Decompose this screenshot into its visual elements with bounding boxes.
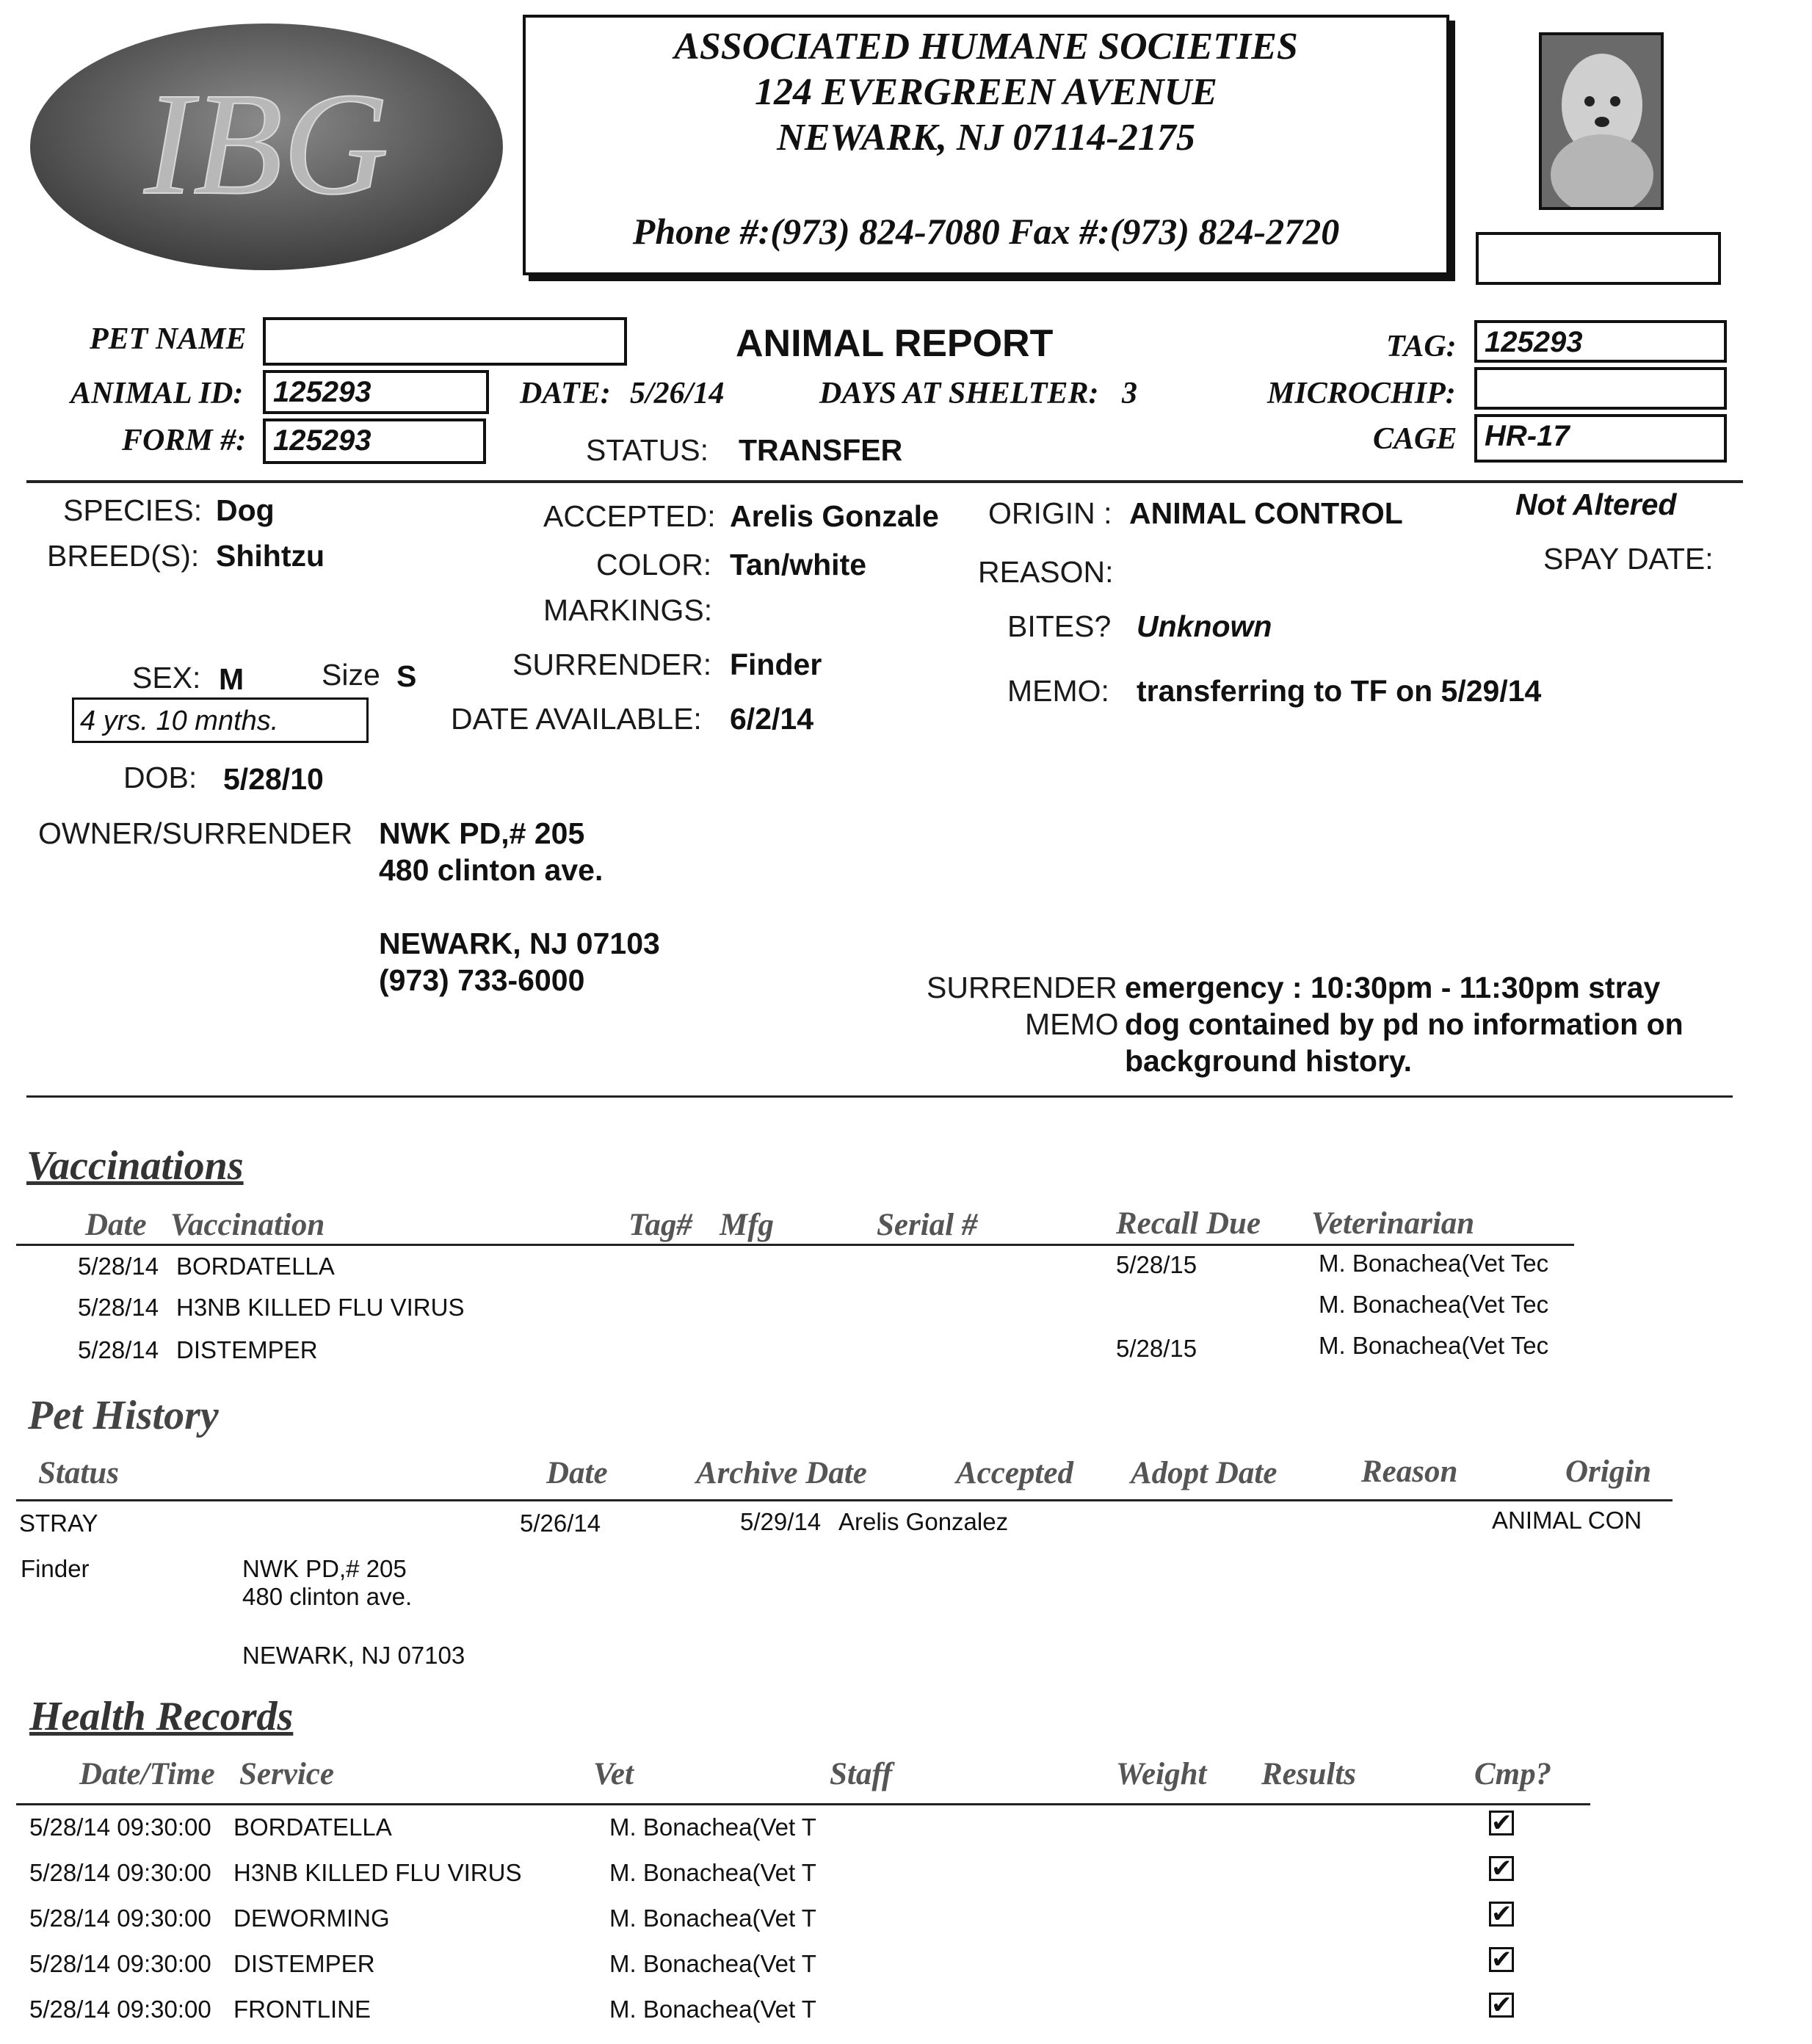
hist-row-archive: 5/29/14 <box>740 1508 822 1535</box>
days-at-shelter-value: 3 <box>1122 377 1137 410</box>
status-value: TRANSFER <box>739 433 903 467</box>
sex-label: SEX: <box>132 661 201 695</box>
pet-name-field[interactable] <box>263 317 627 366</box>
health-records-title: Health Records <box>29 1694 294 1739</box>
species-value: Dog <box>216 493 275 527</box>
photo-caption-box <box>1476 232 1721 285</box>
health-row-2-complete-checkbox[interactable]: ✔ <box>1489 1856 1514 1881</box>
date-value: 5/26/14 <box>630 377 725 410</box>
org-address-2: NEWARK, NJ 07114-2175 <box>777 117 1195 159</box>
health-col-service: Service <box>239 1757 334 1791</box>
vacc-header-rule <box>16 1244 1574 1246</box>
vacc-col-vet: Veterinarian <box>1311 1206 1475 1241</box>
org-address-1: 124 EVERGREEN AVENUE <box>755 71 1217 113</box>
accepted-value: Arelis Gonzale <box>730 499 939 533</box>
size-value: S <box>396 659 417 693</box>
health-row-4-datetime: 5/28/14 09:30:00 <box>29 1950 211 1977</box>
vacc-row-1-recall: 5/28/15 <box>1116 1251 1197 1278</box>
color-value: Tan/white <box>730 548 867 581</box>
surrender-value: Finder <box>730 648 822 681</box>
hist-finder-line-1: NWK PD,# 205 <box>242 1555 407 1582</box>
markings-label: MARKINGS: <box>543 593 713 627</box>
vacc-col-tag: Tag# <box>628 1208 692 1242</box>
health-row-1-complete-checkbox[interactable]: ✔ <box>1489 1811 1514 1835</box>
report-title: ANIMAL REPORT <box>736 322 1054 365</box>
health-row-1-vet: M. Bonachea(Vet T <box>609 1813 816 1841</box>
hist-col-origin: Origin <box>1565 1454 1652 1489</box>
health-row-2-vet: M. Bonachea(Vet T <box>609 1859 816 1886</box>
health-col-weight: Weight <box>1116 1757 1207 1791</box>
breed-label: BREED(S): <box>47 539 200 573</box>
hist-finder-line-2: 480 clinton ave. <box>242 1583 413 1610</box>
hist-col-date: Date <box>546 1456 608 1490</box>
vacc-row-1-vaccination: BORDATELLA <box>176 1253 335 1280</box>
vacc-col-vaccination: Vaccination <box>170 1208 325 1242</box>
color-label: COLOR: <box>596 548 712 581</box>
divider-top <box>26 480 1743 483</box>
hist-col-archive: Archive Date <box>696 1456 867 1490</box>
hist-finder-line-3: NEWARK, NJ 07103 <box>242 1642 465 1669</box>
bites-label: BITES? <box>1007 609 1112 643</box>
health-row-4-vet: M. Bonachea(Vet T <box>609 1950 816 1977</box>
health-col-results: Results <box>1261 1757 1357 1791</box>
vacc-row-2-date: 5/28/14 <box>78 1294 159 1321</box>
vacc-row-3-date: 5/28/14 <box>78 1336 159 1363</box>
vacc-row-1-date: 5/28/14 <box>78 1253 159 1280</box>
surrender-memo-line-2: dog contained by pd no information on <box>1125 1007 1684 1041</box>
health-col-vet: Vet <box>593 1757 634 1791</box>
divider-middle <box>26 1095 1733 1098</box>
health-row-1-service: BORDATELLA <box>233 1813 392 1841</box>
dob-value: 5/28/10 <box>223 762 324 796</box>
dob-label: DOB: <box>123 761 197 794</box>
origin-value: ANIMAL CONTROL <box>1129 496 1403 530</box>
hist-finder-label: Finder <box>21 1555 90 1582</box>
animal-id-value: 125293 <box>273 376 372 408</box>
date-available-label: DATE AVAILABLE: <box>451 702 702 736</box>
vacc-row-1-vet: M. Bonachea(Vet Tec <box>1319 1250 1549 1277</box>
hist-col-status: Status <box>38 1456 119 1490</box>
hist-col-adopt: Adopt Date <box>1131 1456 1278 1490</box>
owner-phone: (973) 733-6000 <box>379 963 585 997</box>
health-col-datetime: Date/Time <box>79 1757 215 1791</box>
form-no-value: 125293 <box>273 424 372 457</box>
age-value: 4 yrs. 10 mnths. <box>80 706 279 736</box>
animal-id-field[interactable] <box>263 370 489 414</box>
vacc-col-mfg: Mfg <box>720 1208 775 1242</box>
form-no-field[interactable] <box>263 418 486 464</box>
surrender-memo-line-1: emergency : 10:30pm - 11:30pm stray <box>1125 971 1661 1004</box>
health-row-4-complete-checkbox[interactable]: ✔ <box>1489 1947 1514 1972</box>
surrender-memo-line-3: background history. <box>1125 1044 1413 1078</box>
date-available-value: 6/2/14 <box>730 702 813 736</box>
pet-history-title: Pet History <box>28 1393 219 1438</box>
memo-value: transferring to TF on 5/29/14 <box>1137 674 1542 708</box>
species-label: SPECIES: <box>63 493 203 527</box>
tag-label: TAG: <box>1386 330 1457 363</box>
hist-row-accepted: Arelis Gonzalez <box>838 1508 1009 1535</box>
logo-text: IBG <box>144 63 389 225</box>
owner-line-1: NWK PD,# 205 <box>379 816 585 850</box>
health-row-3-vet: M. Bonachea(Vet T <box>609 1905 816 1932</box>
health-row-2-datetime: 5/28/14 09:30:00 <box>29 1859 211 1886</box>
tag-value: 125293 <box>1485 326 1583 358</box>
origin-label: ORIGIN : <box>988 496 1112 530</box>
logo-oval-icon <box>28 21 505 274</box>
sex-value: M <box>219 662 244 696</box>
surrender-memo-label-1: SURRENDER <box>927 971 1117 1004</box>
owner-line-3: NEWARK, NJ 07103 <box>379 927 660 960</box>
vacc-row-3-vaccination: DISTEMPER <box>176 1336 318 1363</box>
health-row-3-datetime: 5/28/14 09:30:00 <box>29 1905 211 1932</box>
animal-id-label: ANIMAL ID: <box>70 377 244 410</box>
days-at-shelter-label: DAYS AT SHELTER: <box>819 377 1099 410</box>
breed-value: Shihtzu <box>216 539 325 573</box>
vacc-row-2-vet: M. Bonachea(Vet Tec <box>1319 1291 1549 1318</box>
vacc-col-recall: Recall Due <box>1116 1206 1261 1241</box>
hist-header-rule <box>16 1499 1673 1501</box>
hist-row-origin: ANIMAL CON <box>1492 1507 1642 1534</box>
health-row-3-complete-checkbox[interactable]: ✔ <box>1489 1902 1514 1927</box>
health-header-rule <box>16 1803 1590 1805</box>
surrender-memo-label-2: MEMO <box>1025 1007 1119 1041</box>
health-row-5-service: FRONTLINE <box>233 1996 372 2023</box>
status-label: STATUS: <box>586 433 709 467</box>
ibg-logo <box>28 21 505 274</box>
health-col-staff: Staff <box>830 1757 893 1791</box>
vacc-col-serial: Serial # <box>877 1208 978 1242</box>
hist-row-status: STRAY <box>19 1510 98 1537</box>
health-row-4-service: DISTEMPER <box>233 1950 375 1977</box>
cage-label: CAGE <box>1373 422 1457 456</box>
health-col-complete: Cmp? <box>1474 1757 1552 1791</box>
reason-label: REASON: <box>978 555 1114 589</box>
health-row-2-service: H3NB KILLED FLU VIRUS <box>233 1859 522 1886</box>
cage-field[interactable] <box>1474 414 1727 463</box>
vacc-row-3-vet: M. Bonachea(Vet Tec <box>1319 1332 1549 1359</box>
health-row-5-vet: M. Bonachea(Vet T <box>609 1996 816 2023</box>
tag-field[interactable] <box>1474 320 1727 363</box>
altered-status: Not Altered <box>1515 488 1677 521</box>
health-row-1-datetime: 5/28/14 09:30:00 <box>29 1813 211 1841</box>
spay-date-label: SPAY DATE: <box>1543 542 1714 576</box>
size-label: Size <box>322 658 380 692</box>
dog-photo-icon <box>1542 35 1661 207</box>
hist-col-reason: Reason <box>1361 1454 1458 1489</box>
hist-row-date: 5/26/14 <box>520 1510 601 1537</box>
org-phone-fax: Phone #:(973) 824-7080 Fax #:(973) 824-2720 <box>632 211 1340 252</box>
form-no-label: FORM #: <box>122 424 247 457</box>
owner-line-2: 480 clinton ave. <box>379 853 604 887</box>
vacc-col-date: Date <box>85 1208 147 1242</box>
health-row-5-complete-checkbox[interactable]: ✔ <box>1489 1993 1514 2018</box>
memo-label: MEMO: <box>1007 674 1109 708</box>
bites-value: Unknown <box>1137 609 1272 643</box>
surrender-label: SURRENDER: <box>512 648 712 681</box>
cage-value: HR-17 <box>1485 420 1570 452</box>
vacc-row-2-vaccination: H3NB KILLED FLU VIRUS <box>176 1294 465 1321</box>
accepted-label: ACCEPTED: <box>543 499 716 533</box>
date-label: DATE: <box>520 377 611 410</box>
owner-surrender-label: OWNER/SURRENDER <box>38 816 353 850</box>
org-header-box <box>523 15 1449 275</box>
vacc-row-3-recall: 5/28/15 <box>1116 1335 1197 1362</box>
pet-name-label: PET NAME <box>90 322 247 356</box>
health-row-3-service: DEWORMING <box>233 1905 390 1932</box>
age-field <box>72 697 369 743</box>
pet-photo <box>1539 32 1664 210</box>
vaccinations-title: Vaccinations <box>26 1143 244 1189</box>
microchip-field[interactable] <box>1474 367 1727 410</box>
health-row-5-datetime: 5/28/14 09:30:00 <box>29 1996 211 2023</box>
hist-col-accepted: Accepted <box>956 1456 1073 1490</box>
microchip-label: MICROCHIP: <box>1267 377 1456 410</box>
org-name: ASSOCIATED HUMANE SOCIETIES <box>674 26 1298 68</box>
